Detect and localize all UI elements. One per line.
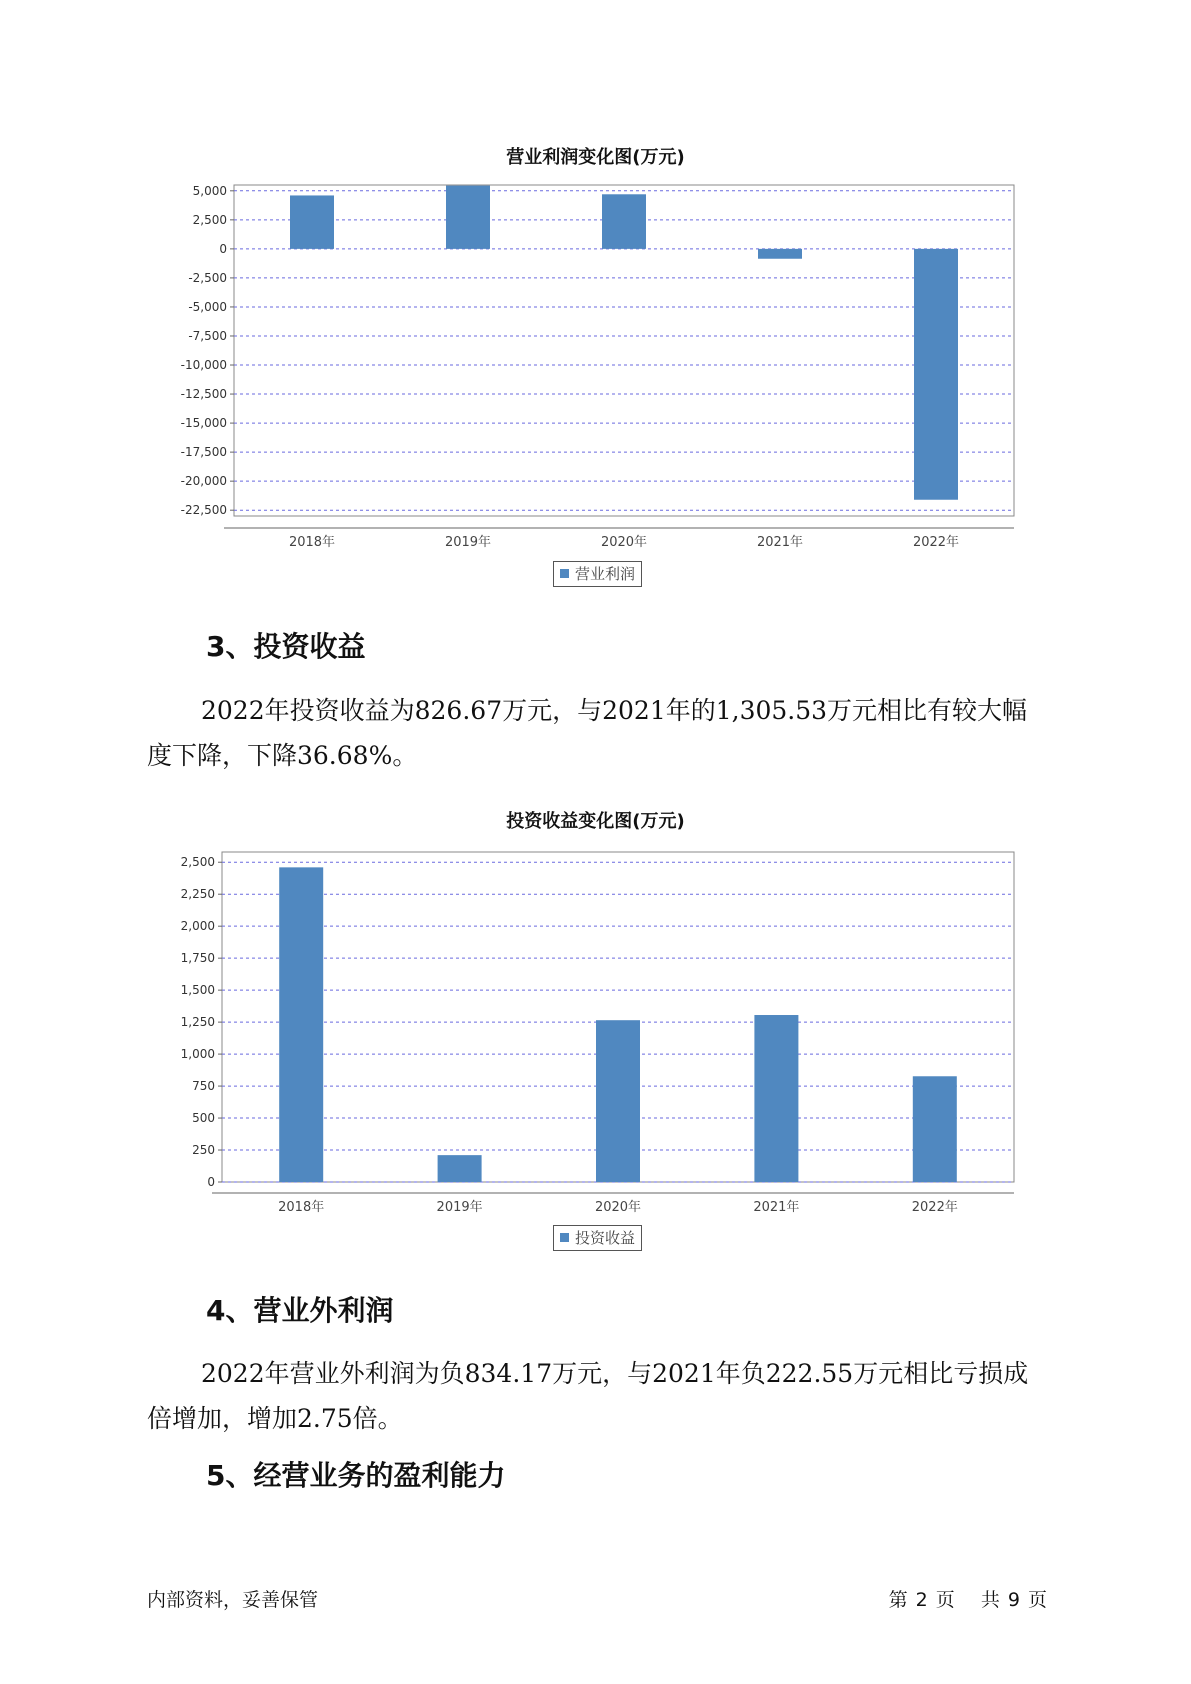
y-tick-label: 1,250 (180, 1015, 215, 1030)
y-tick-label: 500 (192, 1111, 215, 1126)
y-tick-label: -20,000 (180, 474, 227, 489)
y-tick-label: -7,500 (188, 328, 227, 343)
bar (596, 1020, 640, 1182)
x-tick-label: 2019年 (444, 535, 492, 550)
page-total-prefix: 共 (980, 1589, 1000, 1611)
y-tick-label: 250 (192, 1143, 215, 1158)
operating-profit-chart-title: 营业利润变化图(万元) (506, 147, 685, 168)
page-current: 2 (915, 1589, 928, 1611)
page-suffix: 页 (1027, 1589, 1047, 1611)
y-tick-label: 2,500 (180, 855, 215, 870)
x-tick-label: 2022年 (911, 1200, 958, 1215)
x-tick-label: 2022年 (912, 535, 960, 550)
x-tick-label: 2021年 (756, 535, 804, 550)
operating-profit-legend (553, 561, 642, 587)
y-tick-label: 0 (207, 1175, 215, 1189)
y-tick-label: -22,500 (180, 503, 227, 518)
investment-paragraph (147, 688, 1047, 778)
x-tick-label: 2018年 (278, 1200, 325, 1215)
y-tick-label: 5,000 (192, 183, 227, 198)
bar (438, 1155, 482, 1182)
investment-paragraph-text: 2022年投资收益为826.67万元，与2021年的1,305.53万元相比有较大幅度下降，下降36.68%。 (147, 696, 1028, 770)
bar (279, 867, 323, 1182)
section-heading-investment: 3、投资收益 (206, 630, 366, 663)
y-tick-label: 2,000 (180, 919, 215, 934)
bar (913, 1076, 957, 1182)
y-tick-label: 1,500 (180, 983, 215, 998)
non-operating-paragraph (147, 1351, 1047, 1441)
operating-profit-chart (0, 170, 1191, 690)
x-tick-label: 2020年 (600, 535, 648, 550)
y-tick-label: -10,000 (180, 358, 227, 373)
page-prefix: 第 (888, 1589, 908, 1611)
legend-label: 投资收益 (575, 1229, 636, 1247)
legend-swatch (560, 1233, 569, 1242)
bar (754, 1015, 798, 1182)
footer-page-number (885, 1585, 1051, 1612)
section-heading-profitability: 5、经营业务的盈利能力 (206, 1459, 506, 1492)
investment-income-legend (553, 1225, 642, 1251)
bar (602, 194, 646, 249)
x-tick-label: 2018年 (288, 535, 336, 550)
footer-confidential-note: 内部资料，妥善保管 (147, 1589, 319, 1611)
x-tick-label: 2020年 (594, 1200, 642, 1215)
investment-income-chart (0, 840, 1191, 1220)
section-heading-non-operating: 4、营业外利润 (206, 1294, 394, 1327)
x-tick-label: 2021年 (753, 1200, 800, 1215)
y-tick-label: 0 (219, 241, 227, 256)
bar (758, 249, 802, 259)
y-tick-label: -5,000 (188, 299, 227, 314)
bar (290, 195, 334, 248)
y-tick-label: -2,500 (188, 270, 227, 285)
y-tick-label: 2,500 (192, 212, 227, 227)
y-tick-label: -17,500 (180, 445, 227, 460)
investment-income-chart-title: 投资收益变化图(万元) (506, 811, 685, 832)
x-tick-label: 2019年 (436, 1200, 483, 1215)
y-tick-label: -15,000 (180, 416, 227, 431)
legend-label: 营业利润 (575, 565, 636, 583)
bar (914, 249, 958, 500)
y-tick-label: 750 (192, 1079, 215, 1094)
y-tick-label: 2,250 (180, 887, 215, 902)
y-tick-label: 1,000 (180, 1047, 215, 1062)
page-mid: 页 (935, 1589, 955, 1611)
bar (446, 186, 490, 249)
non-operating-paragraph-text: 2022年营业外利润为负834.17万元，与2021年负222.55万元相比亏损成倍增加，增加2.75倍。 (147, 1359, 1029, 1433)
legend-swatch (560, 569, 569, 578)
page-total: 9 (1007, 1589, 1020, 1611)
y-tick-label: -12,500 (180, 387, 227, 402)
y-tick-label: 1,750 (180, 951, 215, 966)
